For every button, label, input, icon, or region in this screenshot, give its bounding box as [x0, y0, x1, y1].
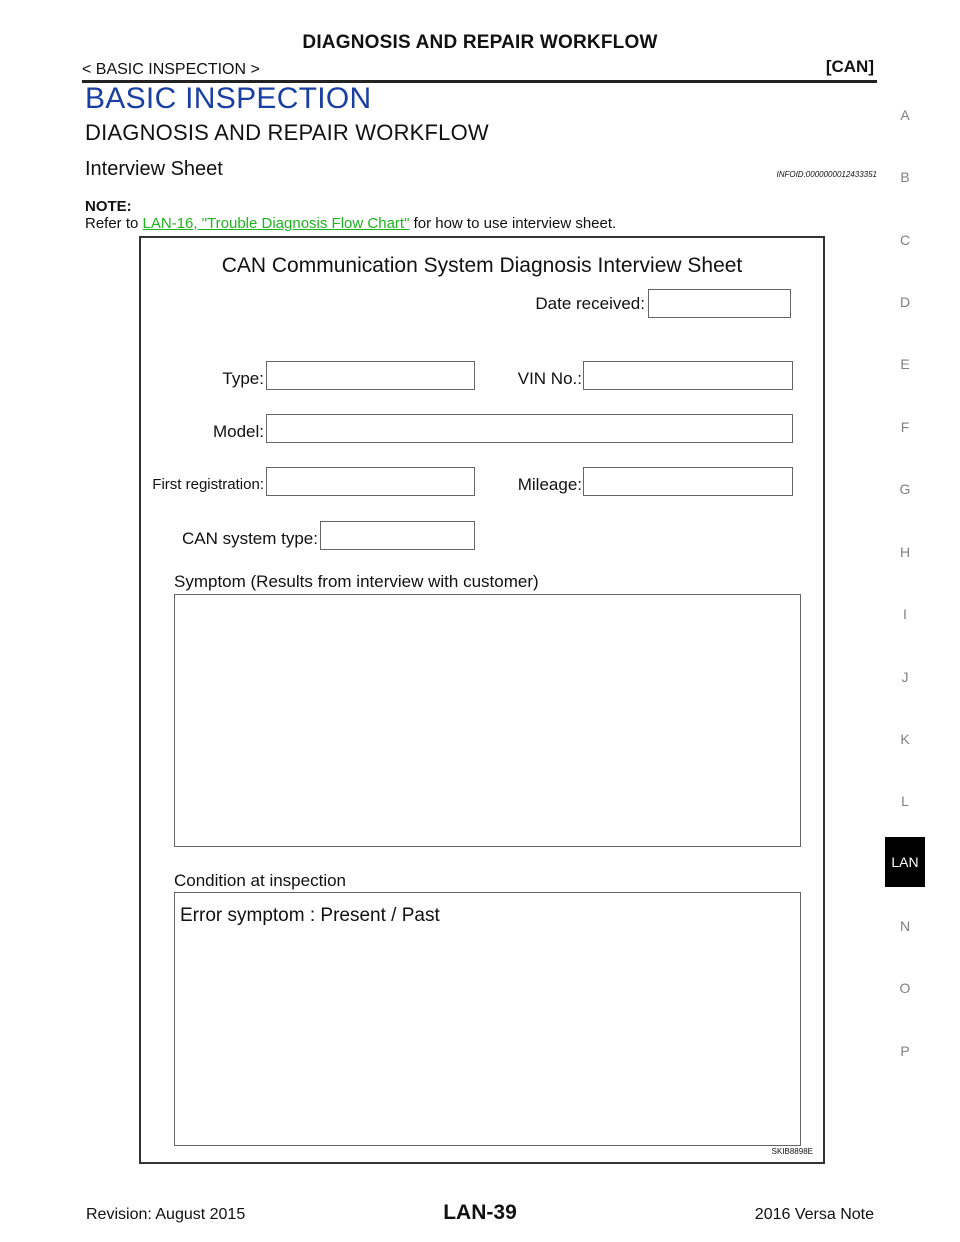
first-registration-label: First registration: — [152, 476, 264, 493]
header-section-label: < BASIC INSPECTION > — [82, 61, 260, 78]
model-label: Model: — [212, 422, 264, 441]
type-label: Type: — [222, 369, 264, 388]
error-symptom-text: Error symptom : Present / Past — [180, 905, 440, 926]
symptom-field[interactable] — [174, 594, 801, 847]
side-tab-b[interactable]: B — [900, 169, 910, 185]
page-header-title: DIAGNOSIS AND REPAIR WORKFLOW — [302, 32, 658, 53]
side-tab-h[interactable]: H — [899, 544, 911, 560]
footer-revision: Revision: August 2015 — [86, 1206, 246, 1223]
header-system-label: [CAN] — [825, 57, 874, 76]
note-label: NOTE: — [85, 198, 132, 215]
vin-field[interactable] — [583, 361, 793, 390]
side-tab-a[interactable]: A — [900, 107, 910, 123]
side-tab-lan[interactable]: LAN — [885, 837, 925, 887]
vin-label: VIN No.: — [517, 369, 582, 388]
topic-title: Interview Sheet — [85, 158, 223, 180]
side-tab-e[interactable]: E — [900, 356, 910, 372]
note-suffix: for how to use interview sheet. — [409, 215, 617, 232]
side-tab-c[interactable]: C — [899, 232, 911, 248]
figure-code: SKIB8898E — [771, 1147, 813, 1156]
side-tab-i[interactable]: I — [903, 606, 907, 622]
condition-label: Condition at inspection — [174, 871, 347, 890]
side-tab-g[interactable]: G — [899, 481, 911, 497]
condition-field[interactable] — [174, 892, 801, 1146]
subsection-title: DIAGNOSIS AND REPAIR WORKFLOW — [85, 120, 489, 145]
side-tab-o[interactable]: O — [899, 980, 911, 996]
mileage-label: Mileage: — [517, 475, 582, 494]
footer-page-number: LAN-39 — [443, 1201, 517, 1224]
date-received-field[interactable] — [648, 289, 791, 318]
side-tab-k[interactable]: K — [900, 731, 910, 747]
interview-sheet — [139, 236, 825, 1164]
side-tab-p[interactable]: P — [900, 1043, 910, 1059]
side-tab-j[interactable]: J — [901, 669, 909, 685]
note-text — [85, 215, 616, 232]
can-system-type-field[interactable] — [320, 521, 475, 550]
type-field[interactable] — [266, 361, 475, 390]
model-field[interactable] — [266, 414, 793, 443]
footer-model: 2016 Versa Note — [754, 1206, 874, 1223]
side-tab-f[interactable]: F — [900, 419, 910, 435]
first-registration-field[interactable] — [266, 467, 475, 496]
symptom-label: Symptom (Results from interview with customer) — [174, 572, 539, 591]
date-received-label: Date received: — [535, 294, 645, 313]
trouble-diagnosis-link[interactable]: LAN-16, "Trouble Diagnosis Flow Chart" — [142, 215, 410, 232]
side-tab-n[interactable]: N — [899, 918, 911, 934]
side-tab-d[interactable]: D — [899, 294, 911, 310]
info-id: INFOID:0000000012433351 — [776, 170, 877, 179]
mileage-field[interactable] — [583, 467, 793, 496]
side-tab-l[interactable]: L — [901, 793, 909, 809]
note-prefix: Refer to — [85, 215, 143, 232]
section-title: BASIC INSPECTION — [85, 82, 372, 115]
form-title: CAN Communication System Diagnosis Interview Sheet — [221, 254, 743, 277]
can-system-type-label: CAN system type: — [181, 529, 318, 548]
